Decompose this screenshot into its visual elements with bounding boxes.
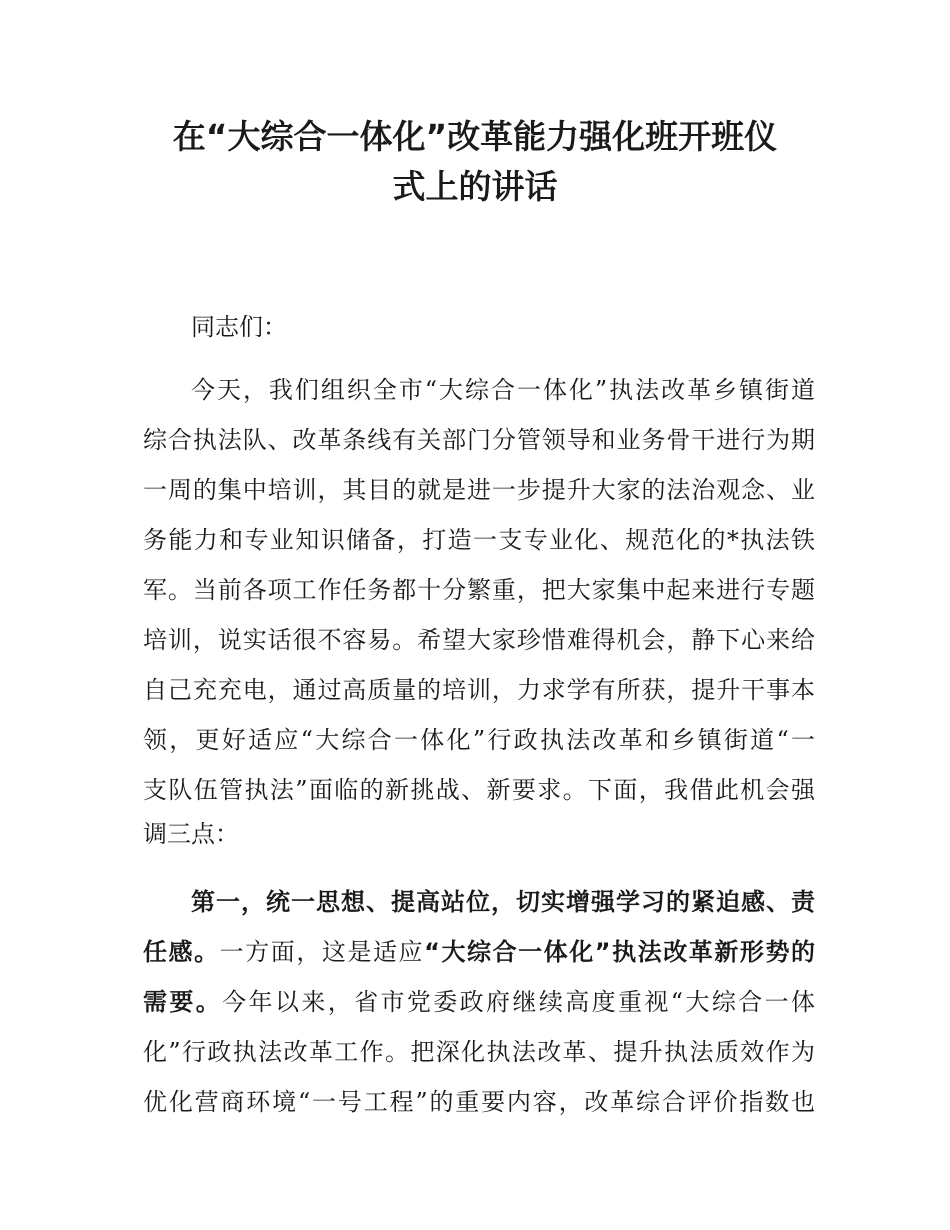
point-one-heading: 第一，统一思想、提高站位，切实增强学习的紧迫感、责 bbox=[191, 888, 815, 916]
paragraph-1-line: 今天，我们组织全市“大综合一体化”执法改革乡镇街道 bbox=[191, 376, 815, 404]
bold-phrase: 需要。 bbox=[143, 988, 223, 1016]
document-title-line-1: 在“大综合一体化”改革能力强化班开班仪 bbox=[172, 117, 778, 156]
salutation: 同志们： bbox=[191, 313, 287, 341]
paragraph-1-line: 调三点： bbox=[143, 820, 239, 848]
paragraph-2-line bbox=[143, 927, 815, 977]
paragraph-1-line: 培训，说实话很不容易。希望大家珍惜难得机会，静下心来给 bbox=[143, 626, 815, 654]
paragraph-1-line: 一周的集中培训，其目的就是进一步提升大家的法治观念、业 bbox=[143, 476, 815, 504]
paragraph-1-line: 支队伍管执法”面临的新挑战、新要求。下面，我借此机会强 bbox=[143, 776, 815, 804]
bold-phrase: “大综合一体化”执法改革新形势的 bbox=[424, 938, 816, 966]
paragraph-2-line: 优化营商环境“一号工程”的重要内容，改革综合评价指数也 bbox=[143, 1088, 815, 1116]
normal-phrase: 今年以来，省市党委政府继续高度重视“大综合一体 bbox=[222, 988, 815, 1016]
bold-phrase: 任感。 bbox=[143, 938, 220, 966]
paragraph-1-line: 务能力和专业知识储备，打造一支专业化、规范化的*执法铁 bbox=[143, 526, 815, 554]
paragraph-1-line: 领，更好适应“大综合一体化”行政执法改革和乡镇街道“一 bbox=[143, 726, 815, 754]
normal-phrase: 一方面，这是适应 bbox=[219, 938, 425, 966]
paragraph-2-line: 化”行政执法改革工作。把深化执法改革、提升执法质效作为 bbox=[143, 1038, 815, 1066]
document-title-line-2: 式上的讲话 bbox=[392, 167, 558, 206]
paragraph-1-line: 自己充充电，通过高质量的培训，力求学有所获，提升干事本 bbox=[143, 676, 815, 704]
paragraph-1-line: 综合执法队、改革条线有关部门分管领导和业务骨干进行为期 bbox=[143, 426, 815, 454]
paragraph-1-line: 军。当前各项工作任务都十分繁重，把大家集中起来进行专题 bbox=[143, 576, 815, 604]
paragraph-2-line bbox=[143, 977, 815, 1027]
